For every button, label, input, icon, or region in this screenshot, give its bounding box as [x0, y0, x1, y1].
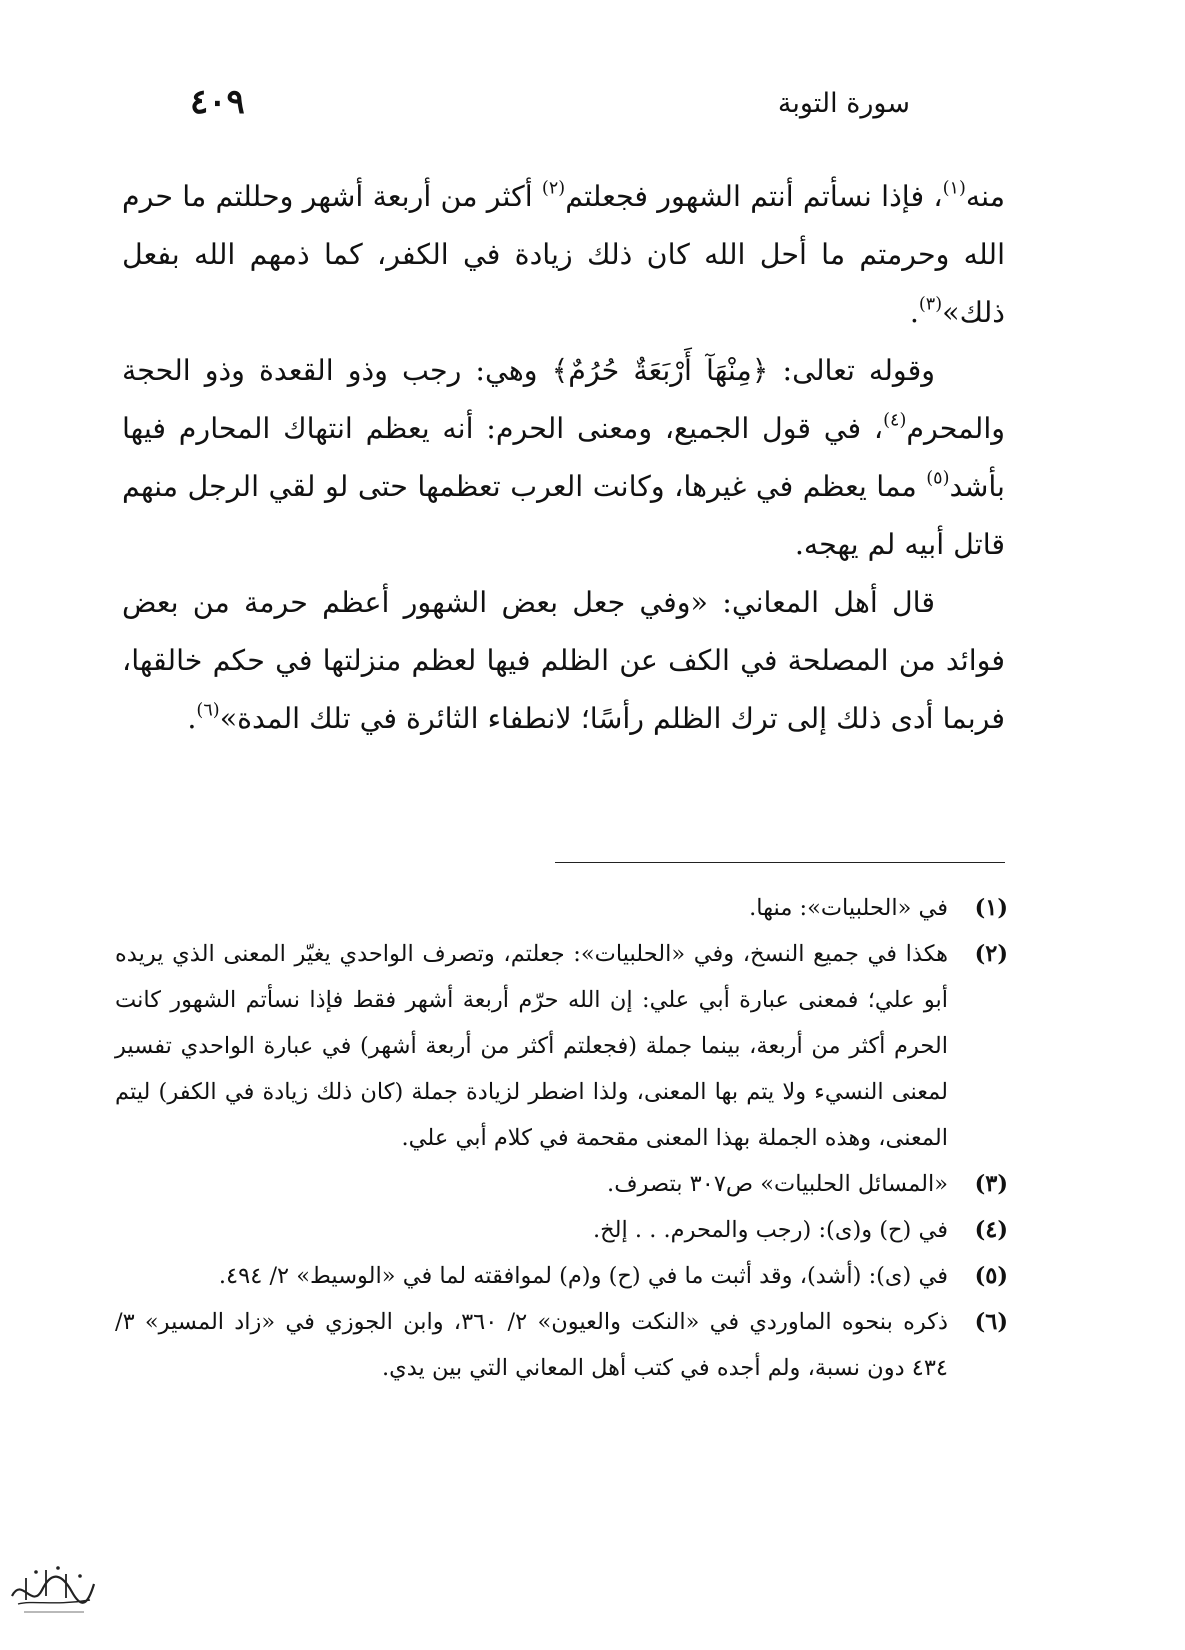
footnote-ref: (١): [942, 178, 966, 199]
surah-title: سورة التوبة: [777, 88, 910, 119]
text-span: .: [909, 296, 919, 329]
text-span: مما يعظم في غيرها، وكانت العرب تعظمها حتى لو لقي الرجل منهم قاتل أبيه لم يهجه.: [122, 470, 1005, 561]
footnote-number: (٢): [974, 941, 1008, 967]
text-span: ، في قول الجميع، ومعنى الحرم: أنه يعظم انتهاك المحارم فيها بأشد: [122, 412, 1005, 503]
text-span: منه: [965, 180, 1005, 213]
paragraph-2: [122, 342, 1005, 574]
main-text: [122, 168, 1005, 748]
footnote-number: (٥): [974, 1263, 1008, 1289]
footnote-number: (١): [974, 895, 1008, 921]
quran-verse: ﴿مِنْهَآ أَرْبَعَةٌ حُرُمٌ﴾: [551, 354, 769, 387]
footnote-number: (٦): [974, 1309, 1008, 1335]
footnote-text: هكذا في جميع النسخ، وفي «الحلبيات»: جعلتم، وتصرف الواحدي يغيّر المعنى الذي يريده أبو علي؛ فمعنى عبارة أبي علي: إن الله حرّم أربعة أشهر فقط فإذا نسأتم الشهور كانت الحرم أكثر من أربعة، بينما جملة (فجعلتم أكثر من أربعة أشهر) في عبارة الواحدي تفسير لمعنى النسيء ولا يتم بها المعنى، ولذا اضطر لزيادة جملة (كان ذلك زيادة في الكفر) ليتم المعنى، وهذه الجملة بهذا المعنى مقحمة في كلام أبي علي.: [115, 941, 948, 1151]
footnote: [115, 1207, 1008, 1253]
page-number: ٤٠٩: [190, 82, 245, 122]
text-span: قال أهل المعاني: «وفي جعل بعض الشهور أعظم حرمة من بعض فوائد من المصلحة في الكف عن الظلم فيها لعظم منزلتها في حكم خالقها، فربما أدى ذلك إلى ترك الظلم رأسًا؛ لانطفاء الثائرة في تلك المدة»: [122, 586, 1005, 735]
footnote-text: «المسائل الحلبيات» ص٣٠٧ بتصرف.: [607, 1171, 948, 1197]
footnote: [115, 931, 1008, 1161]
text-span: .: [187, 702, 197, 735]
footnote-number: (٤): [974, 1217, 1008, 1243]
text-span: أكثر من أربعة أشهر وحللتم ما حرم الله وحرمتم ما أحل الله كان ذلك زيادة في الكفر، كما ذمهم الله بفعل ذلك»: [122, 180, 1005, 329]
paragraph-1: [122, 168, 1005, 342]
footnote-ref: (٣): [918, 294, 943, 315]
footnote-text: في «الحلبيات»: منها.: [749, 895, 948, 921]
footnote: [115, 1253, 1008, 1299]
publisher-logo: [6, 1556, 98, 1620]
footnote: [115, 1299, 1008, 1391]
footnote-text: ذكره بنحوه الماوردي في «النكت والعيون» ٢/ ٣٦٠، وابن الجوزي في «زاد المسير» ٣/ ٤٣٤ دون نسبة، ولم أجده في كتب أهل المعاني التي بين يدي.: [115, 1309, 949, 1381]
text-span: وهي: رجب وذو القعدة وذو الحجة والمحرم: [122, 354, 1005, 445]
footnotes: [115, 885, 1008, 1391]
footnote-text: في (ى): (أشد)، وقد أثبت ما في (ح) و(م) لموافقته لما في «الوسيط» ٢/ ٤٩٤.: [218, 1263, 948, 1289]
footnote-ref: (٦): [196, 700, 220, 721]
paragraph-3: [122, 574, 1005, 748]
footnote-text: في (ح) و(ى): (رجب والمحرم. . . إلخ.: [592, 1217, 948, 1243]
footnote: [115, 885, 1008, 931]
footnote-ref: (٥): [926, 468, 950, 489]
footnote-number: (٣): [974, 1171, 1008, 1197]
footnote-ref: (٤): [883, 410, 907, 431]
text-span: ، فإذا نسأتم أنتم الشهور فجعلتم: [565, 180, 943, 213]
running-head: [190, 82, 910, 132]
footnote-ref: (٢): [541, 178, 566, 199]
footnote-separator: [555, 862, 1005, 863]
text-span: وقوله تعالى:: [768, 354, 936, 387]
footnote: [115, 1161, 1008, 1207]
